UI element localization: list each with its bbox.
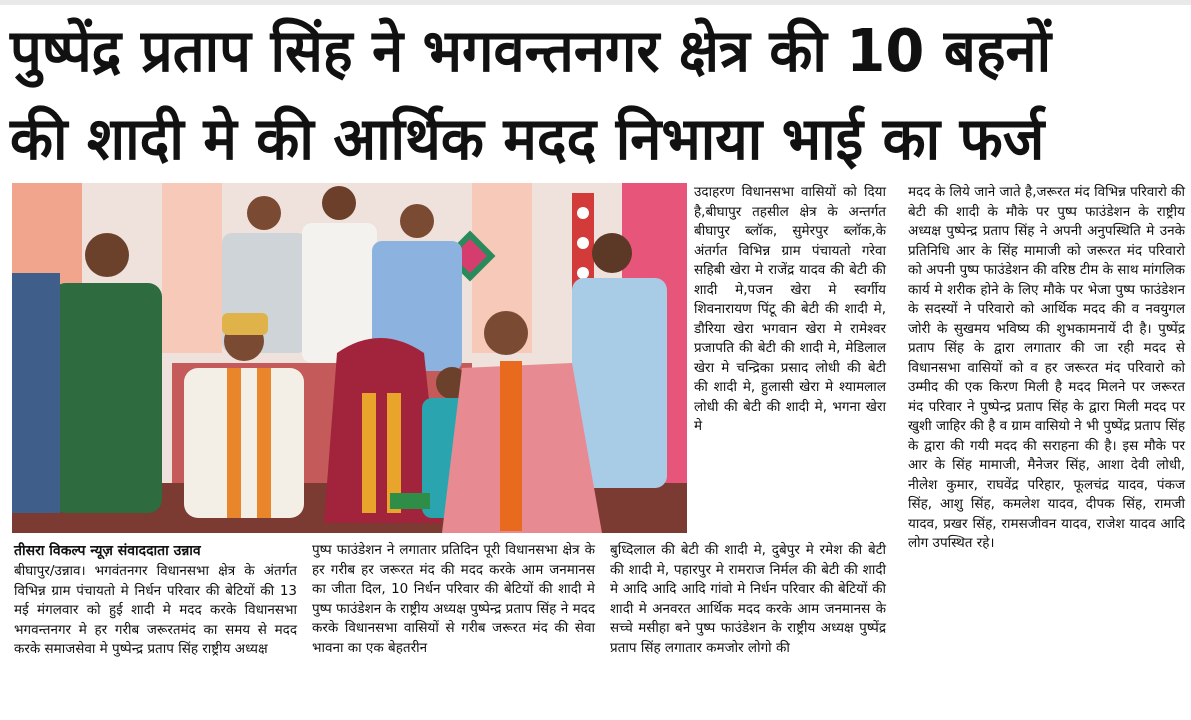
- byline: तीसरा विकल्प न्यूज़ संवाददाता उन्नाव: [14, 543, 201, 559]
- column-3-continued-text: बुध्दिलाल की बेटी की शादी मे, दुबेपुर मे रमेश की बेटी की शादी मे, पहारपुर मे रामराज निर्मल की बेटी की शादी मे आदि आदि आदि गांवो मे निर्धन परिवार की बेटियों की शादी मे अनवरत आर्थिक मदद करके आम जनमानस के सच्चे मसीहा बने पुष्प फाउंडेशन के राष्ट्रीय अध्यक्ष पुष्पेंद्र प्रताप सिंह लगातार कमजोर लोगो की: [610, 542, 886, 656]
- headline-line-2: की शादी मे की आर्थिक मदद निभाया भाई का फर्ज: [10, 105, 1045, 174]
- column-1-text: बीघापुर/उन्नाव। भगवंतनगर विधानसभा क्षेत्र के अंतर्गत विभिन्न ग्राम पंचायतो मे निर्धन परिवार की बेटियों की 13 मई मंगलवार को हुई शादी मे मदद करके विधानसभा भगवन्तनगर मे हर गरीब जरूरतमंद का समय से मदद करके समाजसेवा मे पुष्पेन्द्र प्रताप सिंह राष्ट्रीय अध्यक्ष: [14, 563, 297, 657]
- headline-line-1: पुष्पेंद्र प्रताप सिंह ने भगवन्तनगर क्षेत्र की 10 बहनों: [10, 17, 1052, 86]
- top-border: [0, 0, 1191, 5]
- wedding-photo: [12, 183, 687, 533]
- column-3-text: उदाहरण विधानसभा वासियों को दिया है,बीघापुर तहसील क्षेत्र के अन्तर्गत बीघापुर ब्लॉक, सुमेरपुर ब्लॉक,के अंतर्गत विभिन्न ग्राम पंचायतो गरेवा सहिबी खेरा मे राजेंद्र यादव की बेटी की शादी मे,पजन खेरा मे स्वर्गीय शिवनारायण पिंटू की बेटी की शादी मे, डौरिया खेरा भगवान खेरा मे रामेश्वर प्रजापति की बेटी की शादी मे, मेडिलाल खेरा मे चन्द्रिका प्रसाद लोधी की बेटी की शादी मे, हुलासी खेरा मे श्यामलाल लोधी की बेटी की शादी मे, भगना खेरा मे: [694, 184, 886, 434]
- headline: [10, 8, 1185, 184]
- column-4-text: मदद के लिये जाने जाते है,जरूरत मंद विभिन्न परिवारो की बेटी की शादी के मौके पर पुष्प फाउंडेशन के राष्ट्रीय अध्यक्ष पुष्पेन्द्र प्रताप सिंह ने अपनी अनुपस्थिति मे उनके प्रतिनिधि आर के सिंह मामाजी को जरूरत मंद परिवारो को अपनी पुष्प फाउंडेशन की वरिष्ठ टीम के साथ मांगलिक कार्य मे शरीक होने के लिए मौके पर भेजा पुष्प फाउंडेशन के सदस्यों ने परिवारो को आर्थिक मदद की व नवयुगल जोरी के सुखमय भविष्य की शुभकामनायें दी है। पुष्पेंद्र प्रताप सिंह के द्वारा लगातार की जा रही मदद से विधानसभा वासियों को व हर जरूरत मंद परिवारो को उम्मीद की एक किरण मिली है मदद मिलने पर जरूरत मंद परिवार ने पुष्पेन्द्र प्रताप सिंह के द्वारा मिली मदद पर खुशी जाहिर की है व ग्राम वासियो ने भी पुष्पेंद्र प्रताप सिंह के द्वारा की गयी मदद की सराहना की है। इस मौके पर आर के सिंह मामाजी, मैनेजर सिंह, आशा देवी लोधी, नीलेश कुमार, राघवेंद्र परिहार, फूलचंद्र यादव, पंकज सिंह, आशु सिंह, कमलेश यादव, दीपक सिंह, रामजी यादव, प्रखर सिंह, रामसजीवन यादव, राजेश यादव आदि लोग उपस्थित रहे।: [908, 184, 1185, 551]
- column-2-text: पुष्प फाउंडेशन ने लगातार प्रतिदिन पूरी विधानसभा क्षेत्र के हर गरीब हर जरूरत मंद की मदद करके आम जनमानस का जीता दिल, 10 निर्धन परिवार की बेटियों की शादी मे पुष्प फाउंडेशन के राष्ट्रीय अध्यक्ष पुष्पेन्द्र प्रताप सिंह ने मदद करके विधानसभा वासियों से गरीब जरूरत मंद की सेवा भावना का एक बेहतरीन: [312, 542, 595, 656]
- wedding-scene-illustration: [12, 183, 687, 533]
